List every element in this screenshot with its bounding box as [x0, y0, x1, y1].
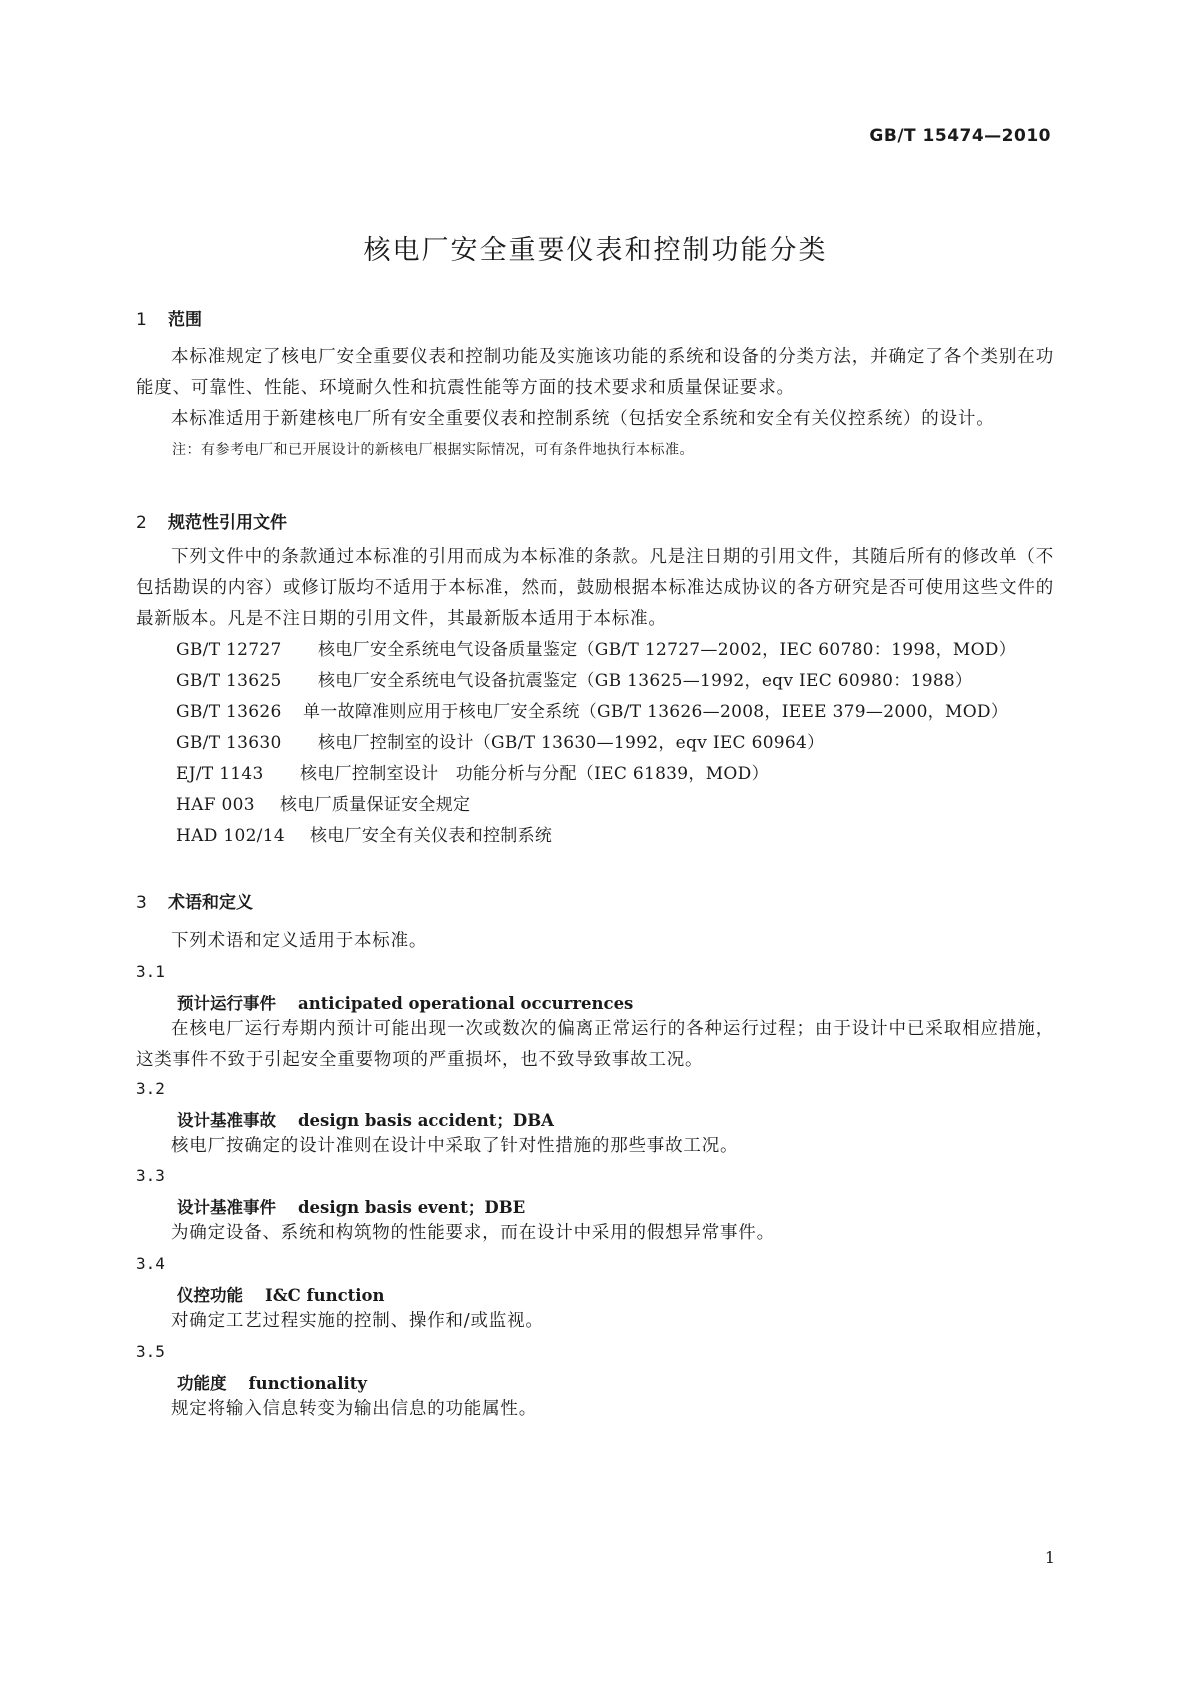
section-number: 1 — [136, 310, 147, 330]
term-definition — [136, 1014, 1054, 1076]
paragraph: 本标准适用于新建核电厂所有安全重要仪表和控制系统（包括安全系统和安全有关仪控系统）的设计。 — [171, 409, 995, 429]
reference-item — [136, 759, 1054, 790]
reference-code: GB/T 13630 — [176, 733, 282, 753]
section-2-body — [136, 542, 1054, 852]
reference-code: EJ/T 1143 — [176, 764, 264, 784]
term-zh: 设计基准事件 — [177, 1198, 276, 1217]
standard-code: GB/T 15474—2010 — [869, 126, 1051, 146]
reference-title: 核电厂安全系统电气设备质量鉴定（GB/T 12727—2002，IEC 60780：1998，MOD） — [318, 640, 1017, 660]
term-zh: 功能度 — [177, 1374, 227, 1393]
paragraph: 下列术语和定义适用于本标准。 — [171, 931, 428, 951]
section-1-heading — [136, 305, 202, 330]
paragraph: 本标准规定了核电厂安全重要仪表和控制功能及实施该功能的系统和设备的分类方法，并确定了各个类别在功能度、可靠性、性能、环境耐久性和抗震性能等方面的技术要求和质量保证要求。 — [136, 347, 1054, 398]
paragraph: 在核电厂运行寿期内预计可能出现一次或数次的偏离正常运行的各种运行过程；由于设计中已采取相应措施，这类事件不致于引起安全重要物项的严重损坏，也不致导致事故工况。 — [136, 1019, 1054, 1070]
paragraph: 下列文件中的条款通过本标准的引用而成为本标准的条款。凡是注日期的引用文件，其随后所有的修改单（不包括勘误的内容）或修订版均不适用于本标准，然而，鼓励根据本标准达成协议的各方研究是否可使用这些文件的最新版本。凡是不注日期的引用文件，其最新版本适用于本标准。 — [136, 547, 1054, 629]
reference-code: HAD 102/14 — [176, 826, 285, 846]
reference-item — [136, 728, 1054, 759]
term-name — [177, 1282, 385, 1306]
term-definition — [136, 1394, 1054, 1425]
term-en: functionality — [248, 1374, 367, 1393]
reference-code: GB/T 13625 — [176, 671, 282, 691]
term-name — [177, 1370, 367, 1394]
note: 注：有参考电厂和已开展设计的新核电厂根据实际情况，可有条件地执行本标准。 — [172, 442, 694, 458]
reference-code: HAF 003 — [176, 795, 255, 815]
section-3-heading — [136, 888, 253, 913]
section-title: 范围 — [168, 310, 202, 330]
term-definition — [136, 1218, 1054, 1249]
term-name — [177, 1194, 525, 1218]
term-number: 3.2 — [136, 1079, 165, 1098]
section-title: 术语和定义 — [168, 893, 253, 913]
paragraph: 对确定工艺过程实施的控制、操作和/或监视。 — [171, 1311, 544, 1331]
term-en: design basis accident；DBA — [298, 1111, 554, 1130]
reference-item — [136, 821, 1054, 852]
document-title: 核电厂安全重要仪表和控制功能分类 — [363, 235, 828, 266]
paragraph: 核电厂按确定的设计准则在设计中采取了针对性措施的那些事故工况。 — [171, 1136, 739, 1156]
reference-title: 单一故障准则应用于核电厂安全系统（GB/T 13626—2008，IEEE 379—2000，MOD） — [302, 702, 1009, 722]
term-number: 3.1 — [136, 962, 165, 981]
page-number: 1 — [1044, 1548, 1055, 1567]
term-zh: 设计基准事故 — [177, 1111, 276, 1130]
term-number: 3.4 — [136, 1254, 165, 1273]
section-1-body — [136, 342, 1054, 461]
reference-item — [136, 790, 1054, 821]
section-number: 3 — [136, 893, 147, 913]
paragraph: 规定将输入信息转变为输出信息的功能属性。 — [171, 1399, 537, 1419]
reference-title: 核电厂安全有关仪表和控制系统 — [310, 826, 553, 846]
reference-title: 核电厂质量保证安全规定 — [280, 795, 471, 815]
term-name — [177, 1107, 554, 1131]
reference-code: GB/T 12727 — [176, 640, 282, 660]
reference-item — [136, 635, 1054, 666]
term-en: I&C function — [265, 1286, 385, 1305]
section-number: 2 — [136, 513, 147, 533]
term-en: design basis event；DBE — [298, 1198, 526, 1217]
paragraph: 为确定设备、系统和构筑物的性能要求，而在设计中采用的假想异常事件。 — [171, 1223, 775, 1243]
term-number: 3.5 — [136, 1342, 165, 1361]
section-2-heading — [136, 508, 287, 533]
term-number: 3.3 — [136, 1166, 165, 1185]
section-title: 规范性引用文件 — [168, 513, 287, 533]
reference-title: 核电厂控制室设计 功能分析与分配（IEC 61839，MOD） — [300, 764, 769, 784]
term-en: anticipated operational occurrences — [298, 994, 634, 1013]
term-name — [177, 990, 633, 1014]
reference-item — [136, 697, 1054, 728]
term-zh: 预计运行事件 — [177, 994, 276, 1013]
reference-title: 核电厂控制室的设计（GB/T 13630—1992，eqv IEC 60964） — [318, 733, 825, 753]
term-zh: 仪控功能 — [177, 1286, 243, 1305]
section-3-intro — [136, 926, 1054, 957]
reference-item — [136, 666, 1054, 697]
term-definition — [136, 1306, 1054, 1337]
term-definition — [136, 1131, 1054, 1162]
reference-title: 核电厂安全系统电气设备抗震鉴定（GB 13625—1992，eqv IEC 60980：1988） — [318, 671, 973, 691]
reference-code: GB/T 13626 — [176, 702, 282, 722]
